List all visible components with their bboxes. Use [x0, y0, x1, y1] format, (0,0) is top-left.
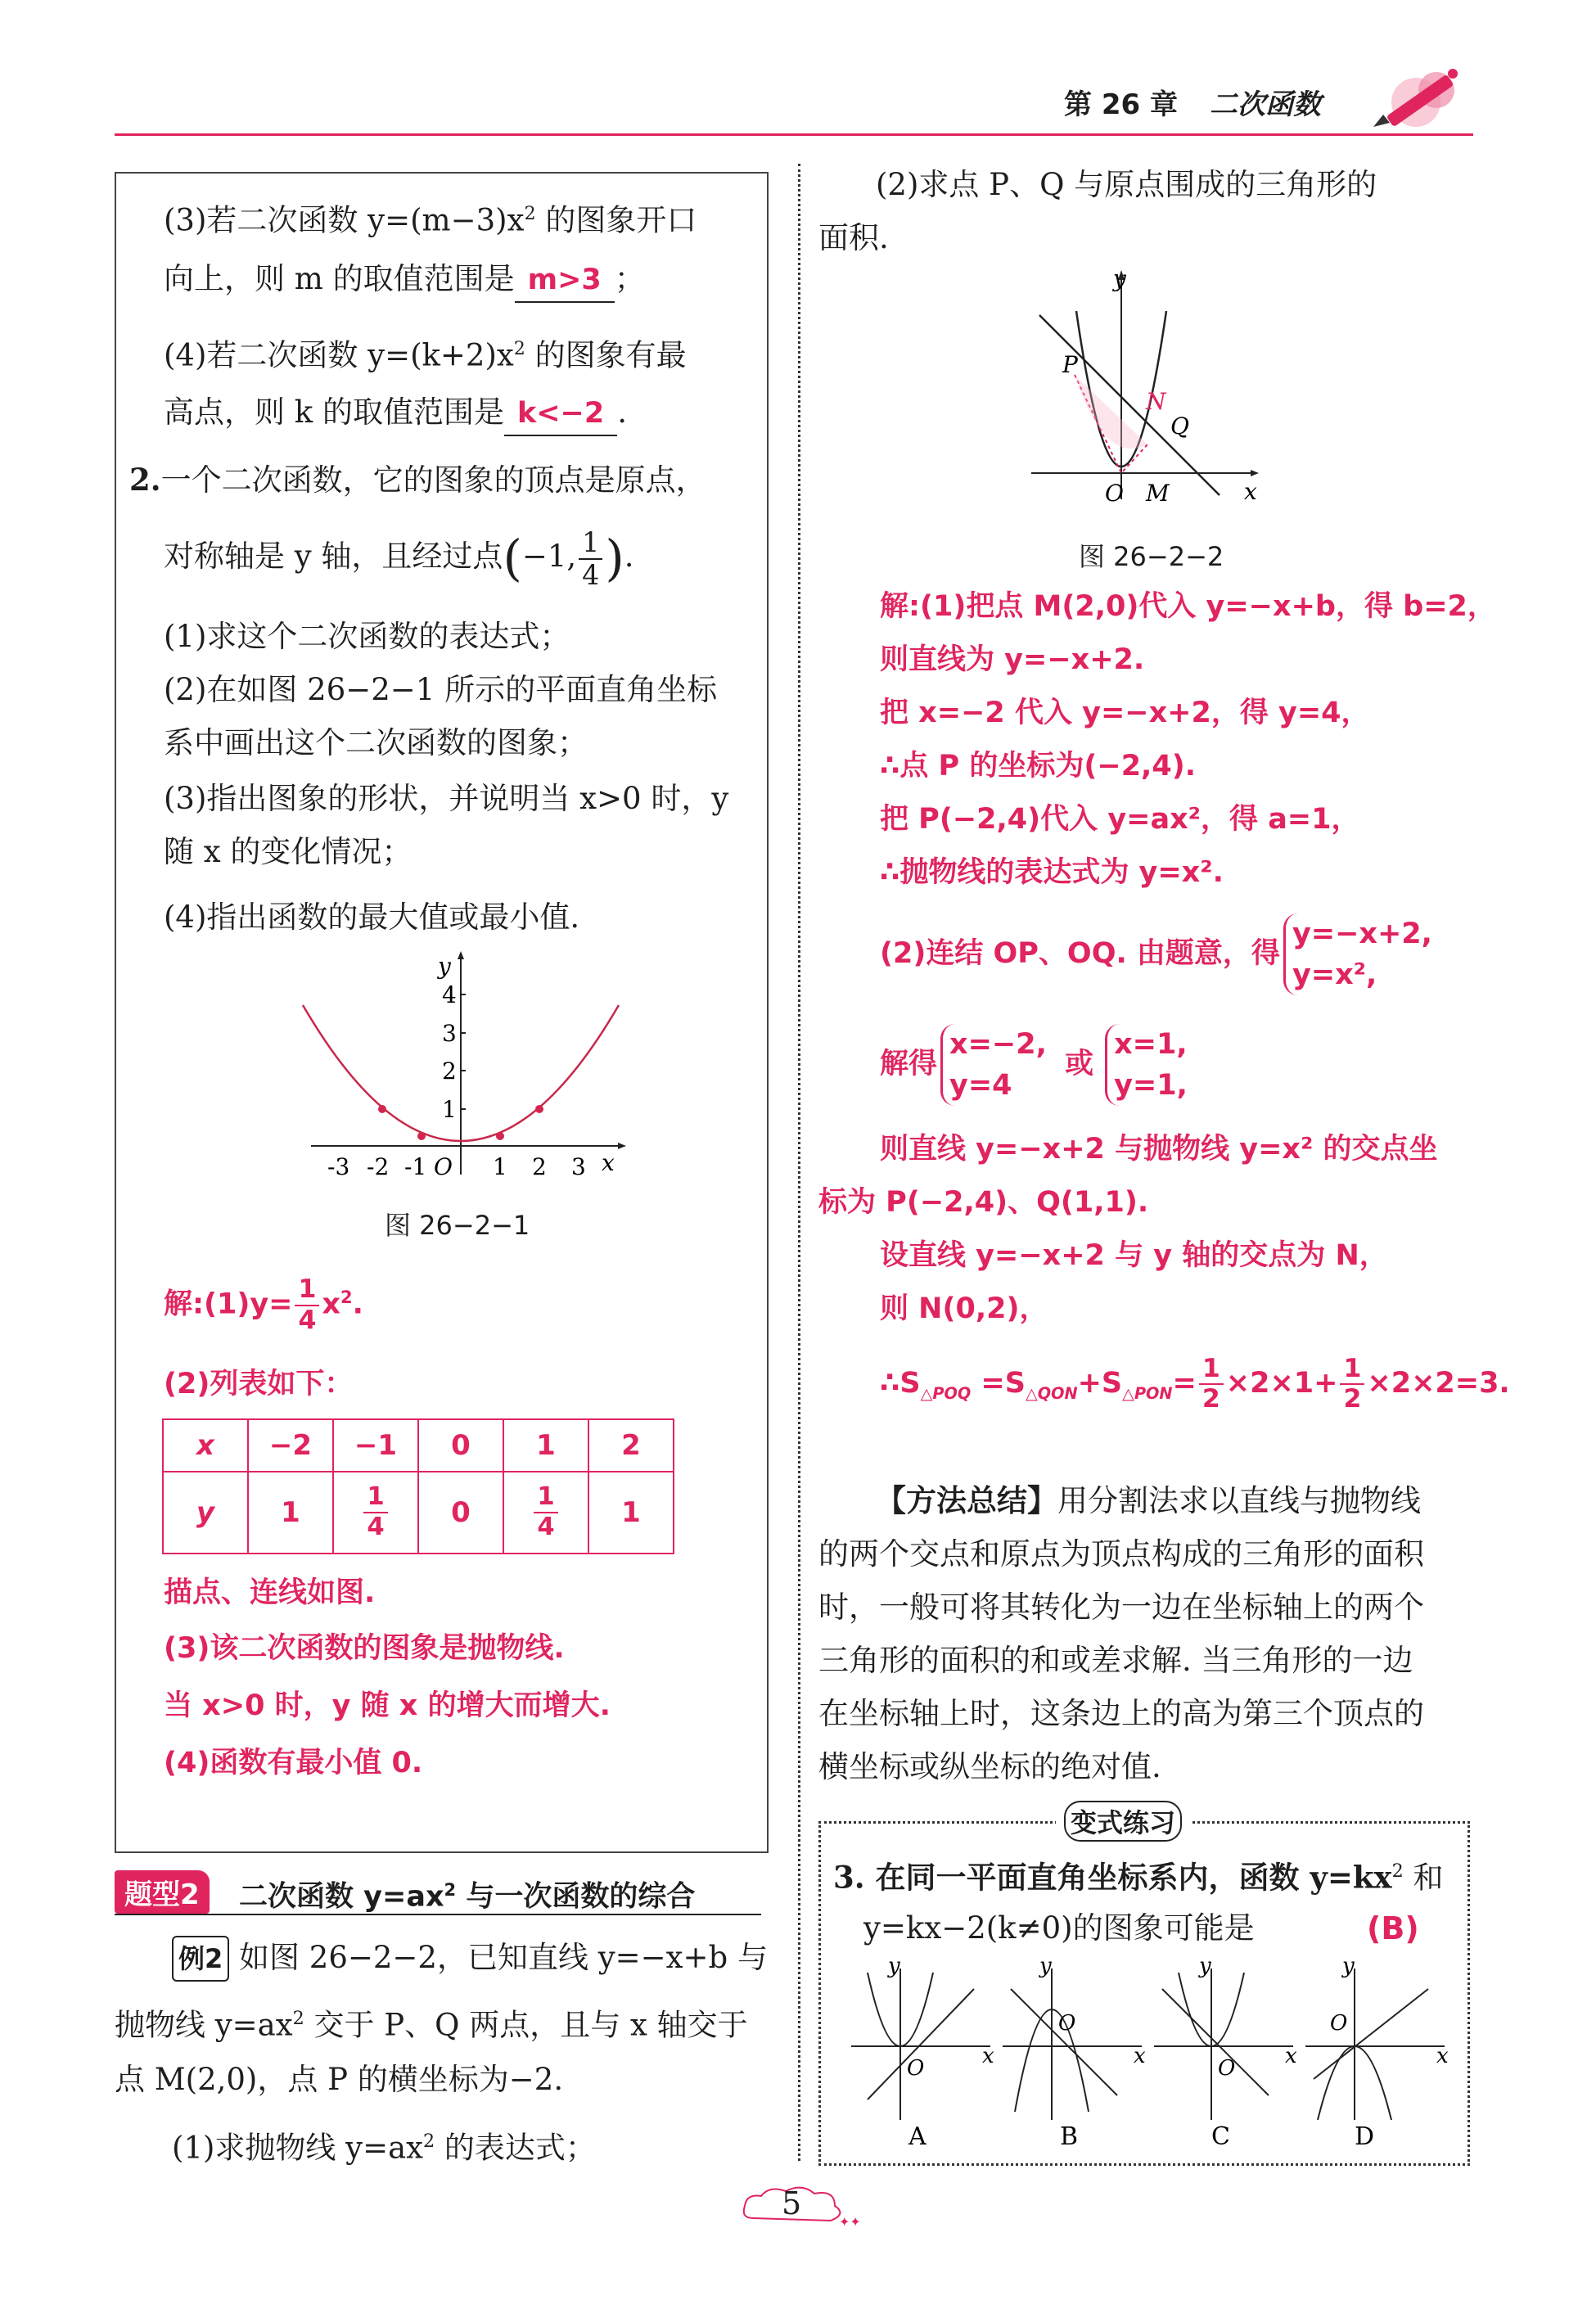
sol-left-5: 当 x>0 时，y 随 x 的增大而增大.: [164, 1689, 611, 1722]
xtick-1: 1: [493, 1153, 507, 1180]
fig2-m-label: M: [1146, 480, 1170, 507]
sol-right-9: 设直线 y=−x+2 与 y 轴的交点为 N，: [880, 1239, 1388, 1272]
type-title: 二次函数 $y=ax^2$ 与一次函数的综合: [239, 1880, 696, 1914]
pencil-decoration-icon: [1359, 49, 1481, 139]
ytick-1: 1: [442, 1096, 457, 1123]
fig2-x-label: x: [1244, 478, 1257, 505]
point-1: [496, 1132, 504, 1140]
value-table: [162, 1418, 674, 1554]
xtick-2: 2: [532, 1153, 547, 1180]
example-2-line1: 例2 如图 26−2−2，已知直线 y=−x+b 与: [172, 1936, 768, 1982]
q2b-line1: (2)求点 P、Q 与原点围成的三角形的: [876, 167, 1377, 202]
fig2-n-label: N: [1146, 388, 1166, 415]
q2-line1: 2.一个二次函数，它的图象的顶点是原点，: [129, 462, 706, 498]
options-graphs: [843, 1956, 1449, 2153]
method-line5: 在坐标轴上时，这条边上的高为第三个顶点的: [818, 1696, 1424, 1731]
fig2-o-label: O: [1105, 480, 1124, 507]
q1-4-line1: (4)若二次函数 $y=(k+2)x^2$ 的图象有最: [164, 337, 687, 373]
q3-line1: 3. 在同一平面直角坐标系内，函数 $y=kx^2$ 和: [833, 1859, 1444, 1896]
figure-26-2-2: [1023, 262, 1269, 507]
option-b-label: B: [1060, 2122, 1079, 2151]
option-a-label: A: [908, 2122, 926, 2151]
header-rule: [115, 133, 1473, 136]
page-number: 5: [782, 2185, 802, 2221]
example-2-line3: 点 M(2,0)，点 P 的横坐标为−2.: [115, 2062, 564, 2097]
xtick-neg1: -1: [404, 1153, 427, 1180]
svg-text:x: x: [1134, 2044, 1146, 2068]
example-badge: 例2: [172, 1936, 229, 1982]
xtick-neg2: -2: [367, 1153, 390, 1180]
method-label: 【方法总结】: [876, 1483, 1057, 1518]
sol-right-5: 把 P(−2,4)代入 y=ax²，得 a=1，: [880, 803, 1360, 836]
fig2-y-label: y: [1113, 265, 1126, 292]
column-separator: [798, 164, 800, 2161]
sol-left-4: (3)该二次函数的图象是抛物线.: [164, 1632, 565, 1665]
method-line2: 的两个交点和原点为顶点构成的三角形的面积: [818, 1536, 1424, 1572]
q2-part1: (1)求这个二次函数的表达式；: [164, 619, 570, 654]
chapter-title: 二次函数: [1210, 88, 1321, 121]
method-line4: 三角形的面积的和或差求解. 当三角形的一边: [818, 1643, 1413, 1678]
option-d-label: D: [1355, 2122, 1375, 2151]
point-neg2: [378, 1105, 386, 1113]
q2-part2-cont: 系中画出这个二次函数的图象；: [164, 725, 588, 760]
sol-right-6: ∴抛物线的表达式为 y=x².: [880, 856, 1224, 889]
method-line1: 【方法总结】用分割法求以直线与抛物线: [876, 1483, 1421, 1518]
example-2-line2: 抛物线 $y=ax^2$ 交于 P、Q 两点，且与 x 轴交于: [115, 2007, 748, 2043]
sol-right-8: 标为 P(−2,4)、Q(1,1).: [818, 1186, 1149, 1219]
sol-left-1: 解:(1)y= $\frac{1}{4}$ $x^2$.: [164, 1274, 363, 1335]
type-rule: [115, 1914, 761, 1915]
table-row-x: x −2 −1 0 1 2: [163, 1419, 674, 1472]
svg-text:O: O: [1058, 2011, 1076, 2036]
svg-text:✦✦: ✦✦: [839, 2214, 861, 2230]
q3-line2: y=kx−2(k≠0)的图象可能是: [863, 1910, 1255, 1946]
ytick-3: 3: [442, 1020, 457, 1047]
sol-right-area: $\therefore S_{\triangle POQ} =S_{\triangle QON}+S_{\triangle PON}=$ $\frac{1}{2}$ ×2×1+ $\frac{1}{2}$ ×2×2=3.: [880, 1353, 1510, 1414]
figure-26-2-1: [303, 949, 630, 1187]
svg-text:x: x: [1285, 2044, 1297, 2068]
point-2: [535, 1105, 543, 1113]
sol-right-1: 解:(1)把点 M(2,0)代入 y=−x+b，得 b=2，: [880, 590, 1496, 623]
sol-right-7: 则直线 y=−x+2 与抛物线 y=x² 的交点坐: [880, 1133, 1438, 1166]
q2-part3-cont: 随 x 的变化情况；: [164, 834, 413, 869]
q3-answer: (B): [1367, 1910, 1419, 1946]
sol-right-2: 则直线为 y=−x+2.: [880, 643, 1145, 676]
ytick-4: 4: [442, 981, 457, 1008]
option-c-graph: [1154, 1954, 1297, 2151]
practice-title: 变式练习: [1056, 1801, 1190, 1842]
svg-text:y: y: [1199, 1954, 1211, 1978]
svg-text:O: O: [1218, 2056, 1236, 2081]
q1-3-line2: 向上，则 m 的取值范围是 m>3 ；: [164, 258, 645, 303]
example-2-line4: (1)求抛物线 $y=ax^2$ 的表达式；: [172, 2130, 596, 2166]
svg-text:y: y: [888, 1954, 900, 1978]
method-line3: 时，一般可将其转化为一边在坐标轴上的两个: [818, 1590, 1424, 1625]
figure-caption-2: 图 26−2−2: [1079, 541, 1224, 572]
svg-text:y: y: [1342, 1954, 1355, 1978]
figure-caption-1: 图 26−2−1: [385, 1210, 530, 1241]
x-label: x: [602, 1149, 615, 1176]
q1-4-line2: 高点，则 k 的取值范围是 k<−2 .: [164, 391, 627, 436]
q2-line2: 对称轴是 y 轴，且经过点(−1, $\frac{1}{4}$ ).: [164, 526, 634, 591]
sol-left-2: (2)列表如下：: [164, 1368, 354, 1400]
svg-text:x: x: [1436, 2044, 1449, 2068]
xtick-neg3: -3: [327, 1153, 350, 1180]
method-line6: 横坐标或纵坐标的绝对值.: [818, 1749, 1161, 1784]
ytick-2: 2: [442, 1058, 457, 1085]
sol-right-system1: (2)连结 OP、OQ. 由题意，得 y=−x+2, y=x²,: [880, 913, 1432, 995]
q2-part3: (3)指出图象的形状，并说明当 x>0 时，y: [164, 781, 729, 816]
sol-right-system2: 解得 x=−2, y=4 或 x=1, y=1,: [880, 1023, 1188, 1106]
q1-3-line1: (3)若二次函数 $y=(m-3)x^2$ 的图象开口: [164, 202, 697, 238]
point-neg1: [417, 1132, 426, 1140]
option-c-label: C: [1211, 2122, 1230, 2151]
q2-part2: (2)在如图 26−2−1 所示的平面直角坐标: [164, 672, 718, 707]
option-d-graph: [1305, 1954, 1449, 2151]
fig2-p-label: P: [1062, 351, 1078, 378]
sol-right-4: ∴点 P 的坐标为(−2,4).: [880, 750, 1196, 782]
fig2-q-label: Q: [1170, 413, 1189, 440]
y-label: y: [438, 953, 451, 980]
table-row-y: y 1 $\frac{1}{4}$ 0 $\frac{1}{4}$ 1: [163, 1472, 674, 1554]
option-a-graph: [851, 1954, 994, 2151]
svg-text:y: y: [1039, 1954, 1052, 1978]
origin-label: O: [434, 1153, 453, 1180]
sol-right-10: 则 N(0,2)，: [880, 1292, 1048, 1325]
type-tag: 题型2: [115, 1870, 210, 1914]
svg-text:x: x: [982, 2044, 994, 2068]
q1-4-answer: k<−2: [504, 392, 617, 436]
sol-right-3: 把 x=−2 代入 y=−x+2，得 y=4，: [880, 697, 1370, 729]
chapter-number: 第 26 章: [1064, 88, 1178, 121]
svg-text:O: O: [1330, 2011, 1348, 2036]
q2-part4: (4)指出函数的最大值或最小值.: [164, 900, 580, 935]
svg-text:O: O: [907, 2056, 925, 2081]
option-b-graph: [1003, 1954, 1146, 2151]
q1-3-answer: m>3: [515, 259, 615, 303]
sol-left-3: 描点、连线如图.: [164, 1576, 376, 1609]
line-y-neg-x-plus-2: [1039, 315, 1220, 495]
q2b-line2: 面积.: [818, 220, 889, 255]
xtick-3: 3: [571, 1153, 586, 1180]
sol-left-6: (4)函数有最小值 0.: [164, 1747, 423, 1779]
